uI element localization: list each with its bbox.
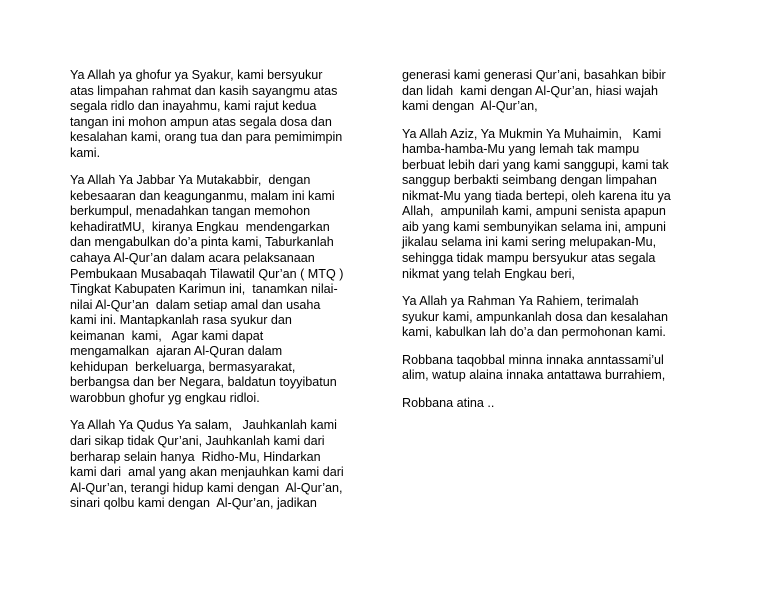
text-line: kebesaaran dan keagunganmu, malam ini kami [70, 188, 335, 203]
text-line: kesalahan kami, orang tua dan para pemimimpin [70, 130, 343, 145]
text-line: warobbun ghofur yg engkau ridloi. [70, 390, 260, 405]
text-line: kami. [70, 145, 101, 160]
text-line: aib yang kami sembunyikan selama ini, ampuni [402, 219, 666, 234]
text-line: kami ini. Mantapkanlah rasa syukur dan [70, 313, 292, 328]
text-line: Pembukaan Musabaqah Tilawatil Qur’an ( MTQ ) [70, 266, 344, 281]
text-line: segala ridlo dan inayahmu, kami rajut kedua [70, 99, 317, 114]
text-line: berharap selain hanya Ridho-Mu, Hindarkan [70, 449, 321, 464]
text-line: berbangsa dan ber Negara, baldatun toyyibatun [70, 375, 337, 390]
text-line: berkumpul, menadahkan tangan memohon [70, 204, 311, 219]
text-line: Robbana atina .. [402, 395, 495, 410]
text-line: Ya Allah Ya Jabbar Ya Mutakabbir, dengan [70, 173, 311, 188]
text-line: Ya Allah ya Rahman Ya Rahiem, terimalah [402, 294, 639, 309]
text-line: hamba-hamba-Mu yang lemah tak mampu [402, 142, 640, 157]
text-line: nilai Al-Qur’an dalam setiap amal dan usaha [70, 297, 321, 312]
text-line: cahaya Al-Qur’an dalam acara pelaksanaan [70, 251, 315, 266]
text-line: kehadiratMU, kiranya Engkau mendengarkan [70, 219, 330, 234]
text-line: berbuat lebih dari yang kami sanggupi, kami tak [402, 157, 669, 172]
text-line: generasi kami generasi Qur’ani, basahkan bibir [402, 68, 666, 82]
right-text-column [402, 68, 718, 423]
text-line: Tingkat Kabupaten Karimun ini, tanamkan nilai- [70, 282, 338, 297]
text-line: kehidupan berkeluarga, bermasyarakat, [70, 359, 296, 374]
left-text-column [70, 68, 380, 524]
text-line: nikmat-Mu yang tiada bertepi, oleh karena itu ya [402, 188, 671, 203]
text-line: kami dari amal yang akan menjauhkan kami dari [70, 465, 344, 480]
text-line: kami, kabulkan lah do’a dan permohonan kami. [402, 325, 666, 340]
text-line: nikmat yang telah Engkau beri, [402, 266, 575, 281]
text-line: Ya Allah Aziz, Ya Mukmin Ya Muhaimin, Kami [402, 126, 662, 141]
text-line: alim, watup alaina innaka antattawa burrahiem, [402, 368, 666, 383]
text-line: mengamalkan ajaran Al-Quran dalam [70, 344, 283, 359]
text-line: dan mengabulkan do’a pinta kami, Taburkanlah [70, 235, 334, 250]
text-line: dan lidah kami dengan Al-Qur’an, hiasi wajah [402, 83, 658, 98]
text-line: jikalau selama ini kami sering melupakan-Mu, [402, 235, 657, 250]
text-line: Allah, ampunilah kami, ampuni senista apapun [402, 204, 666, 219]
text-line: sanggup berbakti seimbang dengan limpahan [402, 173, 657, 188]
text-line: kami dengan Al-Qur’an, [402, 99, 538, 114]
text-line: syukur kami, ampunkanlah dosa dan kesalahan [402, 309, 669, 324]
prayer-paragraph [70, 173, 380, 406]
text-line: tangan ini mohon ampun atas segala dosa dan [70, 114, 332, 129]
text-line: Ya Allah ya ghofur ya Syakur, kami bersyukur [70, 68, 323, 82]
text-line: keimanan kami, Agar kami dapat [70, 328, 264, 343]
prayer-paragraph [402, 68, 718, 115]
text-line: dari sikap tidak Qur’ani, Jauhkanlah kami dari [70, 434, 325, 449]
text-line: Al-Qur’an, terangi hidup kami dengan Al-Qur’an, [70, 480, 343, 495]
prayer-paragraph [402, 396, 718, 412]
text-line: Robbana taqobbal minna innaka anntassami’ul [402, 352, 664, 367]
prayer-paragraph [402, 353, 718, 384]
prayer-paragraph [402, 127, 718, 282]
prayer-paragraph [70, 68, 380, 161]
text-line: sehingga tidak mampu bersyukur atas segala [402, 251, 656, 266]
text-line: atas limpahan rahmat dan kasih sayangmu atas [70, 83, 338, 98]
prayer-paragraph [70, 418, 380, 511]
prayer-paragraph [402, 294, 718, 341]
text-line: Ya Allah Ya Qudus Ya salam, Jauhkanlah kami [70, 418, 337, 433]
text-line: sinari qolbu kami dengan Al-Qur’an, jadikan [70, 496, 317, 511]
